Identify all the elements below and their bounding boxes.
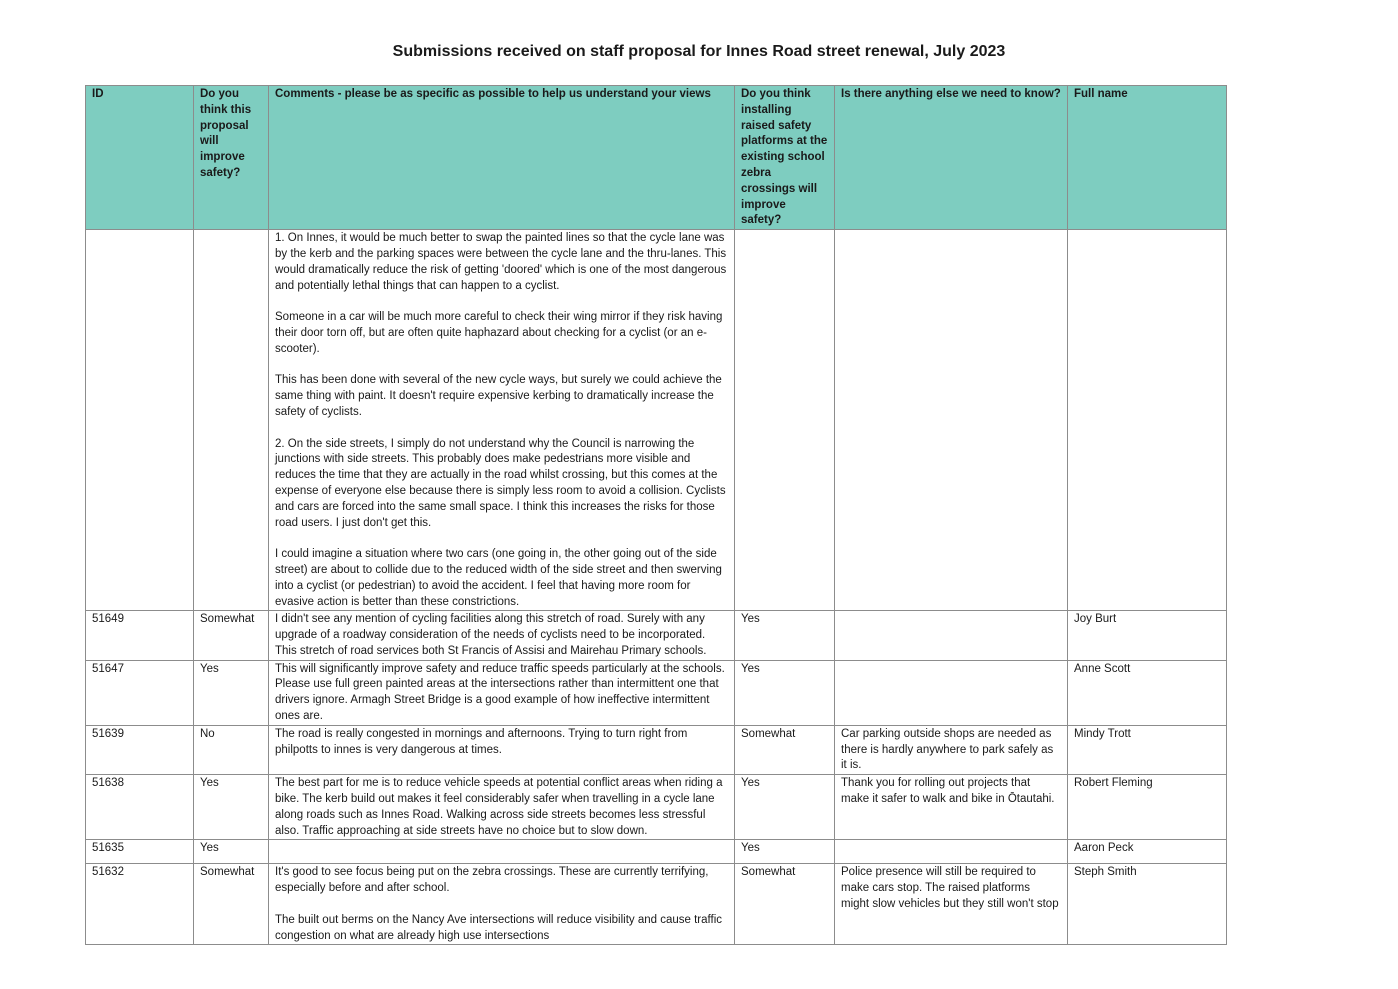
comment-paragraph: The best part for me is to reduce vehicle speeds at potential conflict areas when riding a bike. The kerb build out makes it feel considerably safer when travelling in a cycle lane along roads such as Innes Road. Walking across side streets becomes less stressful also. Traffic approaching at side streets have no choice but to slow down. xyxy=(275,777,723,837)
comment-paragraph: 2. On the side streets, I simply do not understand why the Council is narrowing the junctions with side streets. This probably does make pedestrians more visible and reduces the time that they are actually in the road whilst crossing, but this comes at the expense of everyone else because there is simply less room to avoid a collision. Cyclists and cars are forced into the same small space. I think this increases the risks for those road users. I just don't get this. xyxy=(275,437,726,529)
header-row xyxy=(86,86,1227,230)
cell-anything-else xyxy=(835,840,1068,864)
cell-raised-platforms xyxy=(735,230,835,611)
cell-anything-else xyxy=(835,660,1068,725)
table-row xyxy=(86,611,1227,660)
cell-improve-safety: No xyxy=(194,725,269,774)
cell-improve-safety: Somewhat xyxy=(194,864,269,945)
cell-improve-safety: Yes xyxy=(194,660,269,725)
cell-improve-safety: Yes xyxy=(194,775,269,840)
cell-full-name: Joy Burt xyxy=(1068,611,1227,660)
header-anything-else: Is there anything else we need to know? xyxy=(835,86,1068,230)
table-row xyxy=(86,840,1227,864)
cell-full-name: Anne Scott xyxy=(1068,660,1227,725)
cell-full-name: Mindy Trott xyxy=(1068,725,1227,774)
cell-improve-safety: Yes xyxy=(194,840,269,864)
submissions-table xyxy=(85,85,1227,945)
comment-paragraph: 1. On Innes, it would be much better to swap the painted lines so that the cycle lane was by the kerb and the parking spaces were between the cycle lane and the thru-lanes. This would dramatically reduce the risk of getting 'doored' which is one of the most dangerous and potentially lethal things that can happen to a cyclist. xyxy=(275,232,727,292)
cell-full-name: Aaron Peck xyxy=(1068,840,1227,864)
cell-id: 51647 xyxy=(86,660,194,725)
table-row xyxy=(86,660,1227,725)
cell-raised-platforms: Yes xyxy=(735,775,835,840)
cell-raised-platforms: Yes xyxy=(735,660,835,725)
header-comments: Comments - please be as specific as possible to help us understand your views xyxy=(269,86,735,230)
comment-paragraph: This will significantly improve safety and reduce traffic speeds particularly at the schools. Please use full green painted areas at the intersections rather than intermittent one that drivers ignore. Armagh Street Bridge is a good example of how ineffective intermittent ones are. xyxy=(275,662,725,723)
header-improve-safety: Do you think this proposal will improve safety? xyxy=(194,86,269,230)
cell-full-name xyxy=(1068,230,1227,611)
cell-comments xyxy=(269,725,735,774)
cell-comments xyxy=(269,864,735,945)
header-id: ID xyxy=(86,86,194,230)
cell-comments xyxy=(269,840,735,864)
comment-paragraph: Someone in a car will be much more careful to check their wing mirror if they risk having their door torn off, but are often quite haphazard about checking for a cyclist (or an e-scooter). xyxy=(275,311,723,355)
cell-anything-else xyxy=(835,230,1068,611)
cell-anything-else: Thank you for rolling out projects that make it safer to walk and bike in Ōtautahi. xyxy=(835,775,1068,840)
cell-comments xyxy=(269,775,735,840)
comment-paragraph: This has been done with several of the new cycle ways, but surely we could achieve the same thing with paint. It doesn't require expensive kerbing to dramatically increase the safety of cyclists. xyxy=(275,374,722,418)
cell-raised-platforms: Yes xyxy=(735,840,835,864)
header-full-name: Full name xyxy=(1068,86,1227,230)
cell-comments xyxy=(269,611,735,660)
table-row xyxy=(86,864,1227,945)
cell-comments xyxy=(269,660,735,725)
cell-raised-platforms: Somewhat xyxy=(735,725,835,774)
cell-raised-platforms: Yes xyxy=(735,611,835,660)
cell-anything-else: Car parking outside shops are needed as there is hardly anywhere to park safely as it is. xyxy=(835,725,1068,774)
page-title: Submissions received on staff proposal for Innes Road street renewal, July 2023 xyxy=(392,43,1006,60)
cell-id: 51649 xyxy=(86,611,194,660)
cell-improve-safety xyxy=(194,230,269,611)
table-row xyxy=(86,775,1227,840)
cell-anything-else xyxy=(835,611,1068,660)
cell-id: 51635 xyxy=(86,840,194,864)
cell-raised-platforms: Somewhat xyxy=(735,864,835,945)
table-row xyxy=(86,725,1227,774)
comment-paragraph: I didn't see any mention of cycling facilities along this stretch of road. Surely with any upgrade of a roadway consideration of the needs of cyclists need to be incorporated. This stretch of road services both St Francis of Assisi and Mairehau Primary schools. xyxy=(275,613,707,657)
comment-paragraph: I could imagine a situation where two cars (one going in, the other going out of the side street) are about to collide due to the reduced width of the side street and then swerving into a cyclist (or pedestrian) to avoid the accident. I feel that having more room for evasive action is better than these constrictions. xyxy=(275,548,722,608)
header-raised-platforms: Do you think installing raised safety platforms at the existing school zebra crossings will improve safety? xyxy=(735,86,835,230)
cell-id: 51632 xyxy=(86,864,194,945)
cell-anything-else: Police presence will still be required to make cars stop. The raised platforms might slow vehicles but they still won't stop xyxy=(835,864,1068,945)
cell-id: 51639 xyxy=(86,725,194,774)
cell-id xyxy=(86,230,194,611)
cell-id: 51638 xyxy=(86,775,194,840)
comment-paragraph: The built out berms on the Nancy Ave intersections will reduce visibility and cause traffic congestion on what are already high use intersections xyxy=(275,913,723,942)
comment-paragraph: The road is really congested in mornings and afternoons. Trying to turn right from philpotts to innes is very dangerous at times. xyxy=(275,727,688,756)
cell-comments xyxy=(269,230,735,611)
cell-full-name: Steph Smith xyxy=(1068,864,1227,945)
comment-paragraph: It's good to see focus being put on the zebra crossings. These are currently terrifying, especially before and after school. xyxy=(275,866,709,895)
cell-full-name: Robert Fleming xyxy=(1068,775,1227,840)
table-row xyxy=(86,230,1227,611)
cell-improve-safety: Somewhat xyxy=(194,611,269,660)
